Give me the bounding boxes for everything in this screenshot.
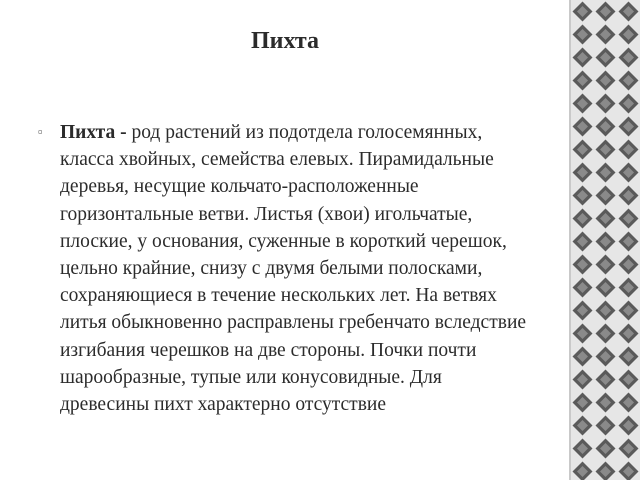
- decorative-pattern-strip: [571, 0, 640, 480]
- bullet-icon: ▫: [38, 124, 43, 139]
- description-text: род растений из подотдела голосемянных, класса хвойных, семейства елевых. Пирамидальные деревья, несущие кольчато-расположенные горизонтальные ветви. Листья (хвои) игольчатые, плоские, у основания, суженные в короткий черешок, цельно крайние, снизу с двумя белыми полосками, сохраняющиеся в течение нескольких лет. На ветвях литья обыкновенно расправлены гребенчато вследствие изгибания черешков на две стороны. Почки почти шарообразные, тупые или конусовидные. Для древесины пихт характерно отсутствие: [60, 122, 527, 416]
- body-paragraph: [60, 119, 530, 418]
- term-label: Пихта -: [60, 122, 132, 143]
- diamond-pattern-graphic: [571, 0, 640, 480]
- slide-title: Пихта: [251, 28, 319, 54]
